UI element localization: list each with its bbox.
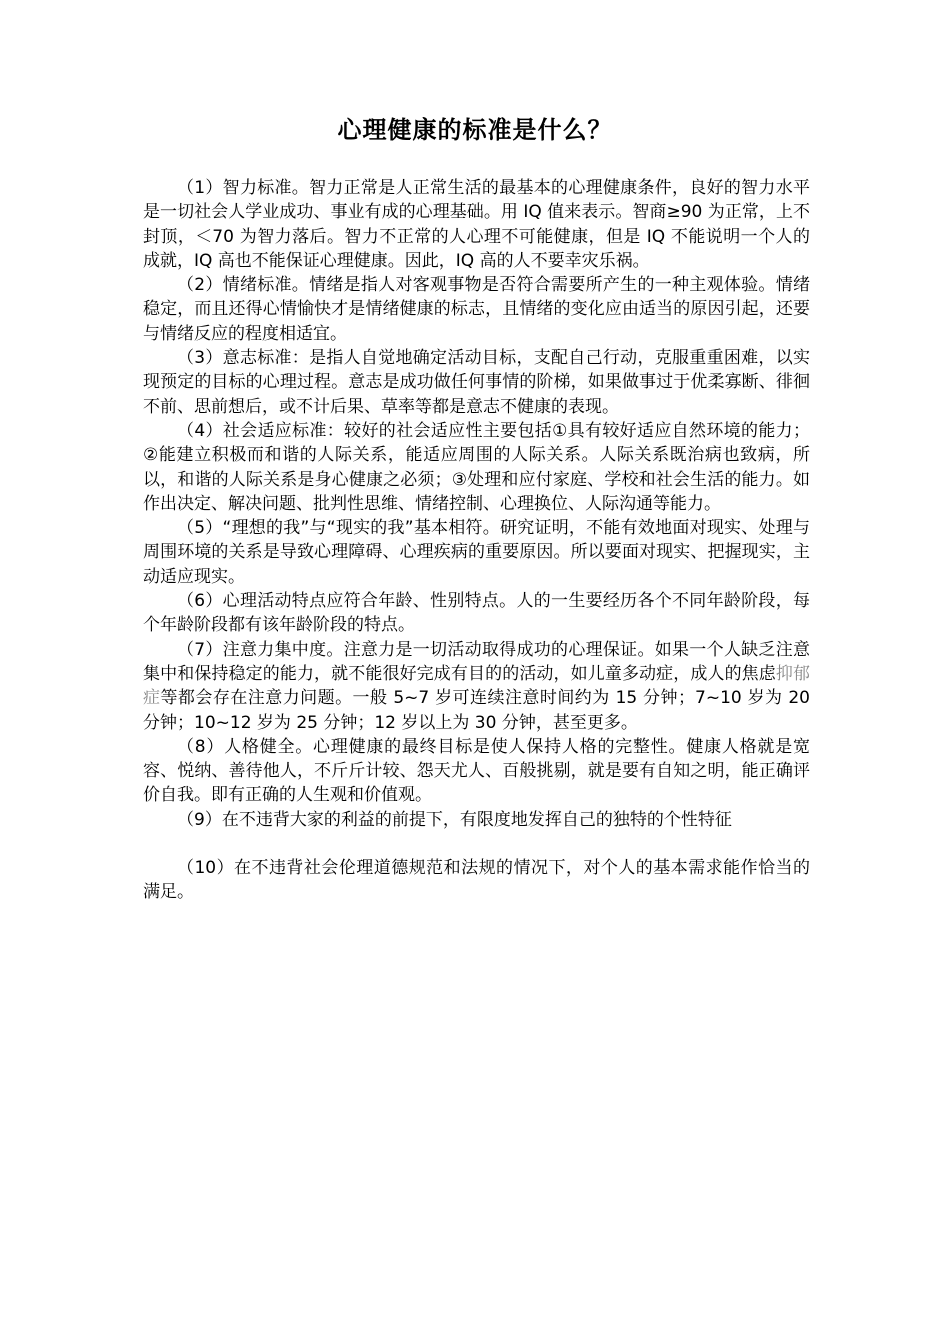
paragraph-ideal-self: （5）“理想的我”与“现实的我”基本相符。研究证明，不能有效地面对现实、处理与周围环境的关系是导致心理障碍、心理疾病的重要原因。所以要面对现实、把握现实，主动适应现实。 — [143, 518, 810, 587]
blank-line — [143, 832, 810, 856]
paragraph-intelligence: （1）智力标准。智力正常是人正常生活的最基本的心理健康条件，良好的智力水平是一切社会人学业成功、事业有成的心理基础。用 IQ 值来表示。智商≥90 为正常，上不封顶，＜70 为智力落后。智力不正常的人心理不可能健康，但是 IQ 不能说明一个人的成就，IQ 高也不能保证心理健康。因此，IQ 高的人不要幸灾乐祸。 — [143, 178, 810, 271]
paragraph-basic-needs: （10）在不违背社会伦理道德规范和法规的情况下，对个人的基本需求能作恰当的满足。 — [143, 858, 810, 903]
paragraph-attention-text-start: （7）注意力集中度。注意力是一切活动取得成功的心理保证。如果一个人缺乏注意集中和保持稳定的能力，就不能很好完成有目的的活动，如儿童多动症，成人的焦虑 — [143, 639, 810, 684]
paragraph-will: （3）意志标准：是指人自觉地确定活动目标，支配自己行动，克服重重困难，以实现预定的目标的心理过程。意志是成功做任何事情的阶梯，如果做事过于优柔寡断、徘徊不前、思前想后，或不计后果、草率等都是意志不健康的表现。 — [143, 348, 810, 417]
paragraph-individuality: （9）在不违背大家的利益的前提下，有限度地发挥自己的独特的个性特征 — [177, 809, 732, 830]
paragraph-personality: （8）人格健全。心理健康的最终目标是使人保持人格的完整性。健康人格就是宽容、悦纳、善待他人，不斤斤计较、怨天尤人、百般挑剔，就是要有自知之明，能正确评价自我。即有正确的人生观和价值观。 — [143, 736, 810, 806]
paragraph-social-adaptation: （4）社会适应标准：较好的社会适应性主要包括①具有较好适应自然环境的能力；②能建立积极而和谐的人际关系，能适应周围的人际关系。人际关系既治病也致病，所以，和谐的人际关系是身心健康之必须；③处理和应付家庭、学校和社会生活的能力。如作出决定、解决问题、批判性思维、情绪控制、心理换位、人际沟通等能力。 — [143, 420, 810, 514]
paragraph-attention-text-end: 等都会存在注意力问题。一般 5~7 岁可连续注意时间约为 15 分钟；7~10 岁为 20 分钟；10~12 岁为 25 分钟；12 岁以上为 30 分钟，甚至更多。 — [143, 688, 810, 733]
document-body — [143, 176, 810, 905]
paragraph-emotion: （2）情绪标准。情绪是指人对客观事物是否符合需要所产生的一种主观体验。情绪稳定，而且还得心情愉快才是情绪健康的标志，且情绪的变化应由适当的原因引起，还要与情绪反应的程度相适宜。 — [143, 275, 810, 344]
paragraph-attention — [143, 638, 810, 735]
depression-link[interactable]: 抑郁症 — [143, 663, 811, 709]
document-title: 心理健康的标准是什么？ — [337, 115, 613, 144]
paragraph-age-gender: （6）心理活动特点应符合年龄、性别特点。人的一生要经历各个不同年龄阶段，每个年龄阶段都有该年龄阶段的特点。 — [143, 591, 810, 636]
